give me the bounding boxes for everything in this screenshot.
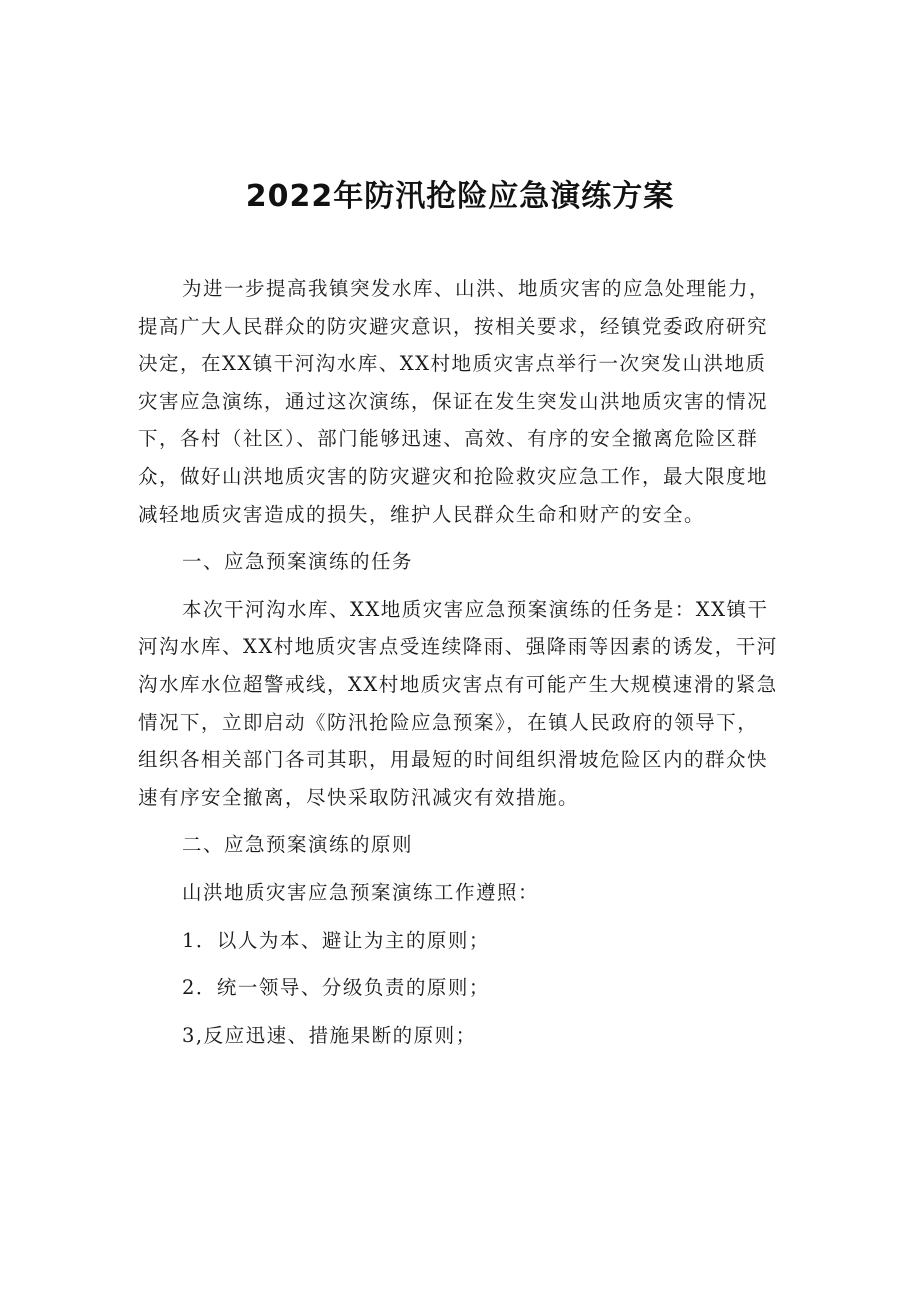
paragraph-line: 灾害应急演练，通过这次演练，保证在发生突发山洪地质灾害的情况 xyxy=(138,389,769,413)
section-heading: 二、应急预案演练的原则 xyxy=(182,833,414,857)
paragraph-line: 情况下，立即启动《防汛抢险应急预案》，在镇人民政府的领导下， xyxy=(138,710,759,734)
paragraph-line: 提高广大人民群众的防灾避灾意识，按相关要求，经镇党委政府研究 xyxy=(138,314,769,338)
paragraph-line: 沟水库水位超警戒线，XX村地质灾害点有可能产生大规模速滑的紧急 xyxy=(138,672,778,696)
paragraph-line: 决定，在XX镇干河沟水库、XX村地质灾害点举行一次突发山洪地质 xyxy=(138,352,767,376)
paragraph-line: 为进一步提高我镇突发水库、山洪、地质灾害的应急处理能力， xyxy=(182,277,771,300)
principle-item: 2．统一领导、分级负责的原则； xyxy=(182,976,490,1000)
principle-item: 1．以人为本、避让为主的原则； xyxy=(182,928,490,952)
principle-item: 3,反应迅速、措施果断的原则； xyxy=(182,1023,477,1047)
section-heading: 一、应急预案演练的任务 xyxy=(182,550,414,574)
paragraph-line: 组织各相关部门各司其职，用最短的时间组织滑坡危险区内的群众快 xyxy=(138,748,769,772)
paragraph-line: 下，各村（社区）、部门能够迅速、高效、有序的安全撤离危险区群 xyxy=(138,427,759,451)
paragraph-line: 减轻地质灾害造成的损失，维护人民群众生命和财产的安全。 xyxy=(138,502,706,526)
document-body xyxy=(138,270,790,1054)
paragraph-line: 速有序安全撤离，尽快采取防汛减灾有效措施。 xyxy=(138,785,580,809)
paragraph-line: 本次干河沟水库、XX地质灾害应急预案演练的任务是：XX镇干 xyxy=(182,597,769,621)
document-title: 2022年防汛抢险应急演练方案 xyxy=(245,179,675,214)
paragraph-line: 众，做好山洪地质灾害的防灾避灾和抢险救灾应急工作，最大限度地 xyxy=(138,464,769,488)
paragraph-line: 山洪地质灾害应急预案演练工作遵照： xyxy=(182,880,540,904)
paragraph-line: 河沟水库、XX村地质灾害点受连续降雨、强降雨等因素的诱发，干河 xyxy=(138,635,778,659)
